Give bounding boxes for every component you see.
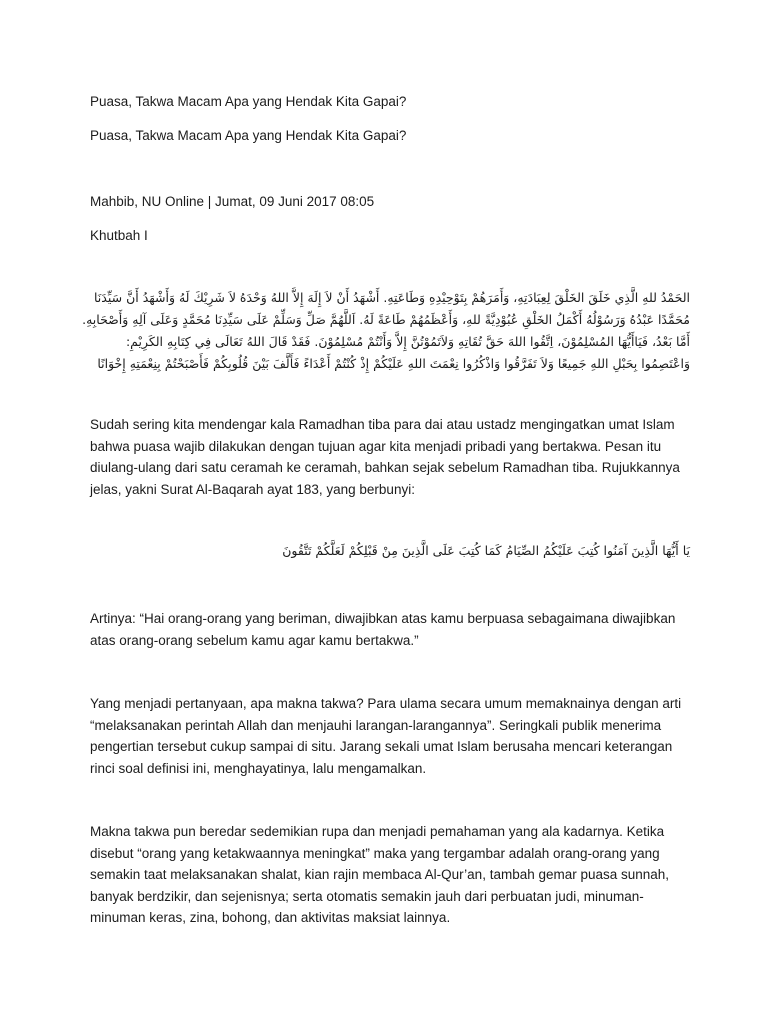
paragraph-intro: Sudah sering kita mendengar kala Ramadhan tiba para dai atau ustadz mengingatkan umat Islam bahwa puasa wajib dilakukan dengan tujuan agar kita menjadi pribadi yang bertakwa. Pesan itu diulang-ulang dari satu ceramah ke ceramah, bahkan sejak sebelum Ramadhan tiba. Rujukkannya jelas, yakni Surat Al-Baqarah ayat 183, yang berbunyi:	[90, 417, 680, 497]
document-title: Puasa, Takwa Macam Apa yang Hendak Kita Gapai?	[90, 94, 407, 109]
arabic-verse: يَا أَيُّهَا الَّذِينَ آمَنُوا كُتِبَ عَلَيْكُمُ الصِّيَامُ كَمَا كُتِبَ عَلَى الَّذِينَ مِنْ قَبْلِكُمْ لَعَلَّكُمْ تَتَّقُونَ	[282, 543, 690, 558]
paragraph-meaning: Makna takwa pun beredar sedemikian rupa dan menjadi pemahaman yang ala kadarnya. Ketika disebut “orang yang ketakwaannya meningkat” maka yang tergambar adalah orang-orang yang semakin taat melaksanakan shalat, kian rajin membaca Al-Qur’an, tambah gemar puasa sunnah, banyak berdzikir, dan sejenisnya; serta otomatis semakin jauh dari perbuatan judi, minuman-minuman keras, zina, bohong, dan aktivitas maksiat lainnya.	[90, 824, 670, 925]
paragraph-question: Yang menjadi pertanyaan, apa makna takwa? Para ulama secara umum memaknainya dengan arti “melaksanakan perintah Allah dan menjauhi larangan-larangannya”. Seringkali publik menerima pengertian tersebut cukup sampai di situ. Jarang sekali umat Islam berusaha mencari keterangan rinci soal definisi ini, menghayatinya, lalu mengamalkan.	[90, 696, 682, 776]
paragraph-translation: Artinya: “Hai orang-orang yang beriman, diwajibkan atas kamu berpuasa sebagaimana diwajibkan atas orang-orang sebelum kamu agar kamu bertakwa.”	[90, 611, 676, 648]
arabic-opening-prayer: الحَمْدُ للهِ الَّذِي خَلَقَ الخَلْقَ لِعِبَادَتِهِ، وَأَمَرَهُمْ بِتَوْحِيْدِهِ وَطَاعَتِهِ. أَشْهَدُ أَنْ لاَ إِلَهَ إِلاَّ اللهُ وَحْدَهُ لاَ شَرِيْكَ لَهُ وَأَشْهَدُ أَنَّ سَيِّدَنَا مُحَمَّدًا عَبْدُهُ وَرَسُوْلُهُ أَكْمَلُ الخَلْقِ عُبُوْدِيَّةً للهِ، وَأَعْظَمُهُمْ طَاعَةً لَهُ. اَللَّهُمَّ صَلِّ وَسَلِّمْ عَلَى سَيِّدِنَا مُحَمَّدٍ وَعَلَى آلِهِ وَأَصْحَابِهِ. أَمَّا بَعْدُ، فَيَاأَيُّهَا المُسْلِمُوْنَ، اِتَّقُوا اللهَ حَقَّ تُقَاتِهِ وَلاَتَمُوْتُنَّ إِلاَّ وَأَنْتُمْ مُسْلِمُوْنَ. فَقَدْ قَالَ اللهُ تَعَالَى فِي كِتَابِهِ الكَرِيْمِ: وَاعْتَصِمُوا بِحَبْلِ اللهِ جَمِيعًا وَلاَ تَفَرَّقُوا وَاذْكُرُوا نِعْمَتَ اللهِ عَلَيْكُمْ إِذْ كُنْتُمْ أَعْدَاءً فَأَلَّفَ بَيْنَ قُلُوبِكُمْ فَأَصْبَحْتُمْ بِنِعْمَتِهِ إِخْوَانًا	[82, 290, 690, 371]
document-subtitle: Puasa, Takwa Macam Apa yang Hendak Kita Gapai?	[90, 128, 407, 143]
byline: Mahbib, NU Online | Jumat, 09 Juni 2017 08:05	[90, 194, 375, 209]
section-heading: Khutbah I	[90, 228, 148, 243]
